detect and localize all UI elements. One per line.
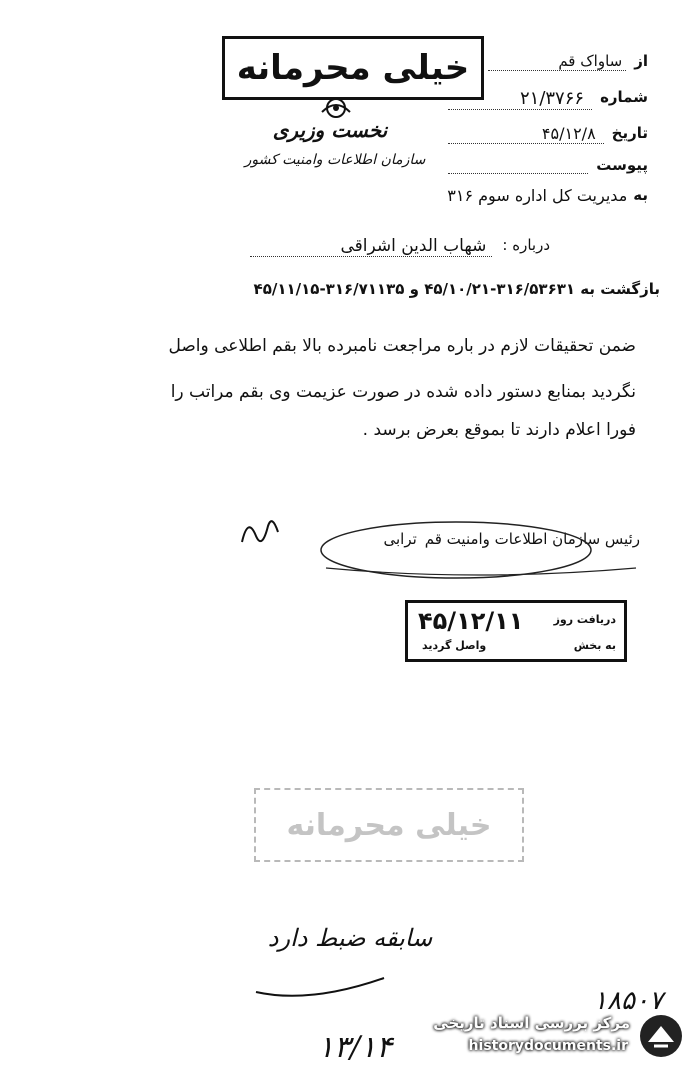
received-label: دریافت روز [553,613,616,626]
number-value: ۲۱/۳۷۶۶ [448,88,592,110]
signature-name: ترابی [383,530,417,548]
signature-scribble [238,512,282,552]
received-to-label: به بخش [573,639,616,652]
body-line-1: ضمن تحقیقات لازم در باره مراجعت نامبرده بالا بقم اطلاعی واصل [168,336,636,356]
body-line-3: فورا اعلام دارند تا بموقع بعرض برسد . [362,420,636,440]
to-label: به [633,186,648,204]
to-value: مدیریت کل اداره سوم ۳۱۶ [447,186,628,205]
emblem-caption: نخست وزیری [272,118,388,142]
received-suffix: واصل گردید [422,639,487,652]
org-name: سازمان اطلاعات وامنیت کشور [244,152,426,168]
classification-stamp: خیلی محرمانه [222,36,484,100]
handwritten-note: سابقه ضبط دارد [267,924,433,952]
received-date: ۴۵/۱۲/۱۱ [418,607,524,635]
watermark [420,1010,690,1062]
body-line-2: نگردید بمنابع دستور داده شده در صورت عزیمت وی بقم مراتب را [170,382,636,402]
number-row [448,88,648,110]
subject-value: شهاب الدین اشراقی [250,236,492,257]
watermark-title: مرکز بررسی اسناد تاریخی [433,1014,630,1032]
from-row [488,52,648,71]
date-label: تاریخ [611,124,648,142]
watermark-url: historydocuments.ir [468,1038,628,1054]
attachment-label: پیوست [596,156,648,174]
subject-label: درباره : [502,236,550,254]
reference-line: بازگشت به ۳۱۶/۵۳۶۳۱-۴۵/۱۰/۲۱ و ۳۱۶/۷۱۱۳۵-۴۵/۱۱/۱۵ [253,280,660,298]
archive-number: ۱۸۵۰۷ [593,986,663,1016]
attachment-row [448,156,648,174]
date-value: ۴۵/۱۲/۸ [448,124,604,144]
signature-oval-mark [306,516,650,586]
subject-row [250,236,550,257]
emblem-icon [312,96,360,120]
signature-title: رئیس سازمان اطلاعات وامنیت قم [424,530,640,548]
handwritten-underline [250,970,390,1004]
from-value: ساواک قم [488,52,626,71]
margin-number: ۱۳/۱۴ [317,1030,393,1065]
date-row [448,124,648,144]
received-stamp [405,600,627,662]
from-label: از [634,52,648,70]
watermark-logo-icon [636,1012,686,1060]
to-row [368,186,648,205]
number-label: شماره [600,88,648,106]
faded-classification-stamp: خیلی محرمانه [254,788,524,862]
